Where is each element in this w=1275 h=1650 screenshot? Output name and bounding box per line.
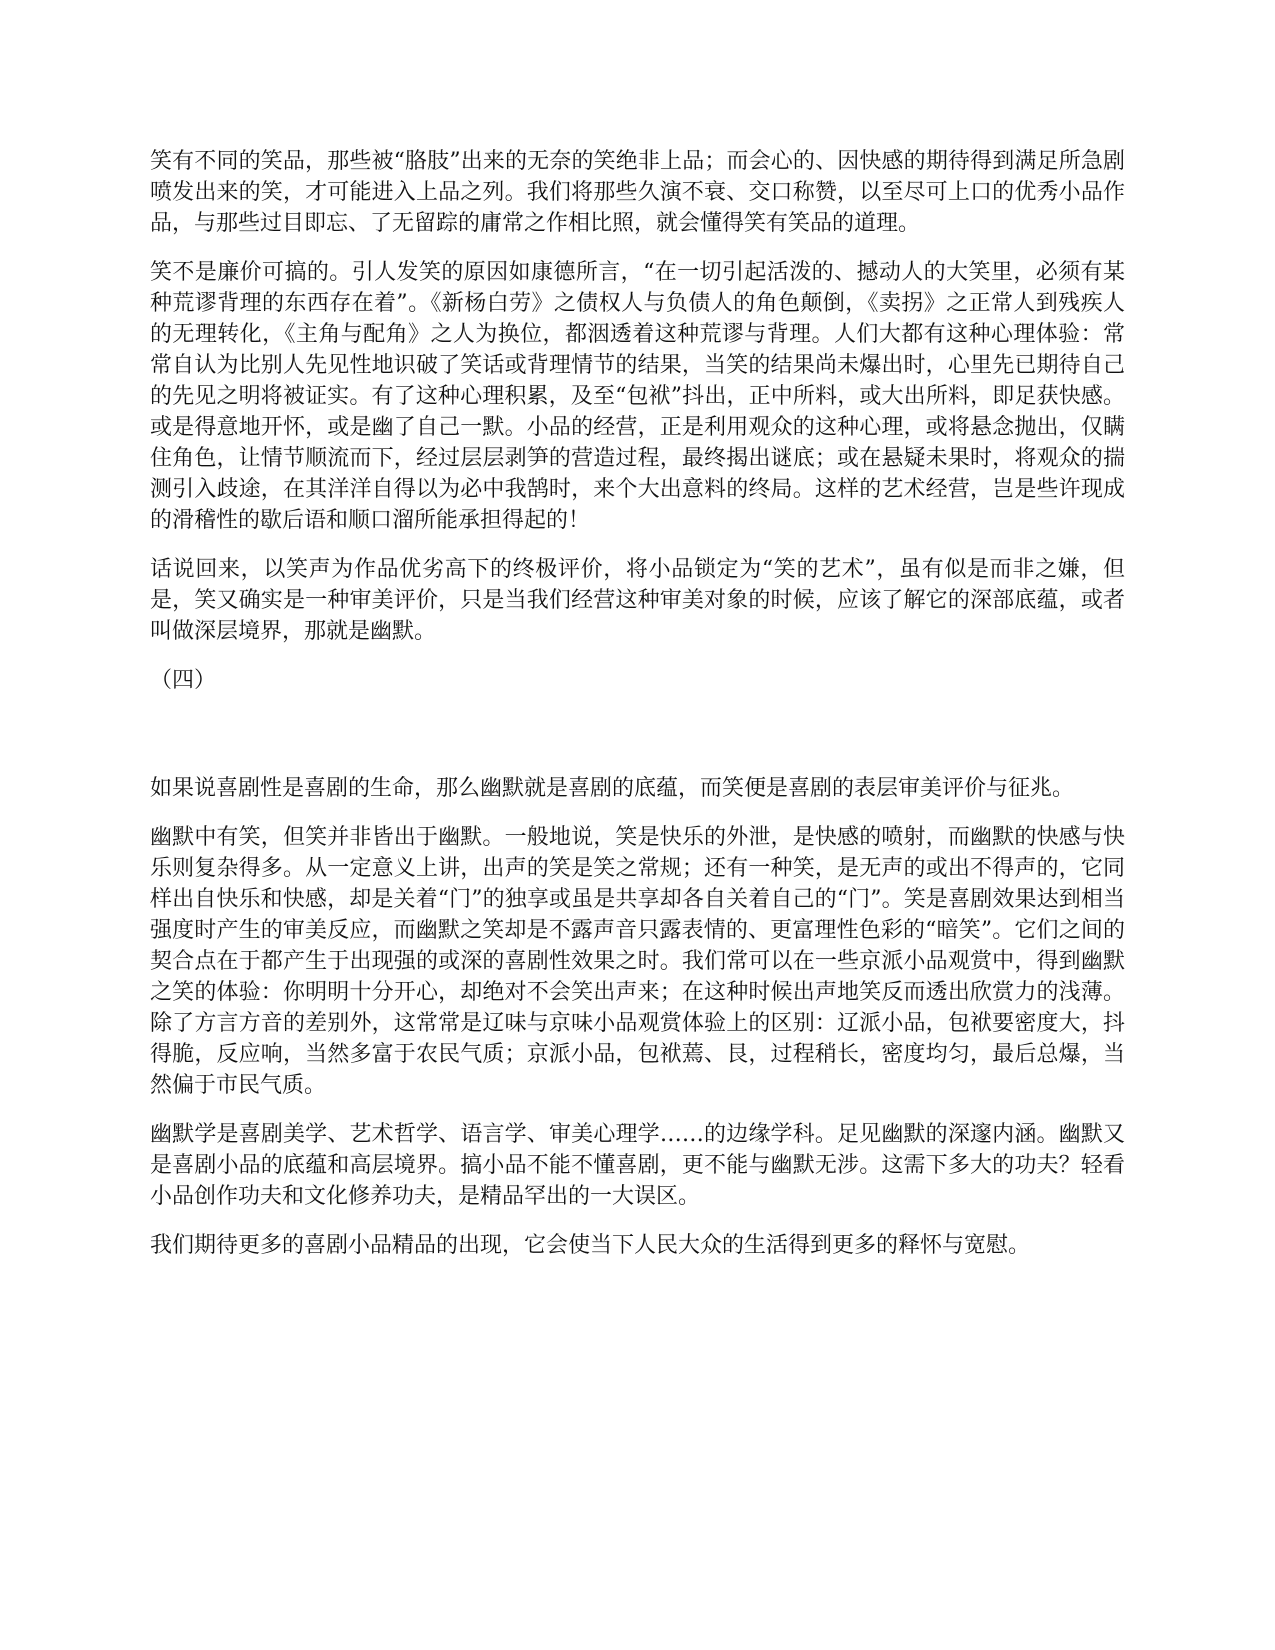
paragraph-closing: 我们期待更多的喜剧小品精品的出现，它会使当下人民大众的生活得到更多的释怀与宽慰。: [150, 1233, 1031, 1258]
paragraph-comedy-essence: 如果说喜剧性是喜剧的生命，那么幽默就是喜剧的底蕴，而笑便是喜剧的表层审美评价与征兆。: [150, 776, 1075, 801]
section-heading: （四）: [150, 668, 217, 693]
paragraph-humor-and-laugh: 幽默中有笑，但笑并非皆出于幽默。一般地说，笑是快乐的外泄，是快感的喷射，而幽默的快感与快乐则复杂得多。从一定意义上讲，出声的笑是笑之常规；还有一种笑，是无声的或出不得声的，它同样出自快乐和快感，却是关着“门”的独享或虽是共享却各自关着自己的“门”。笑是喜剧效果达到相当强度时产生的审美反应，而幽默之笑却是不露声音只露表情的、更富理性色彩的“暗笑”。它们之间的契合点在于都产生于出现强的或深的喜剧性效果之时。我们常可以在一些京派小品观赏中，得到幽默之笑的体验：你明明十分开心，却绝对不会笑出声来；在这种时候出声地笑反而透出欣赏力的浅薄。除了方言方音的差别外，这常常是辽味与京味小品观赏体验上的区别：辽派小品，包袱要密度大，抖得脆，反应响，当然多富于农民气质；京派小品，包袱蔫、艮，过程稍长，密度均匀，最后总爆，当然偏于市民气质。: [150, 825, 1125, 1098]
paragraph-laugh-grades: 笑有不同的笑品，那些被“胳肢”出来的无奈的笑绝非上品；而会心的、因快感的期待得到满足所急剧喷发出来的笑，才可能进入上品之列。我们将那些久演不衰、交口称赞，以至尽可上口的优秀小品作品，与那些过目即忘、了无留踪的庸常之作相比照，就会懂得笑有笑品的道理。: [150, 149, 1125, 236]
paragraph-laugh-not-cheap: 笑不是廉价可搞的。引人发笑的原因如康德所言，“在一切引起活泼的、撼动人的大笑里，必须有某种荒谬背理的东西存在着”。《新杨白劳》之债权人与负债人的角色颠倒，《卖拐》之正常人到残疾人的无理转化，《主角与配角》之人为换位，都洇透着这种荒谬与背理。人们大都有这种心理体验：常常自认为比别人先见性地识破了笑话或背理情节的结果，当笑的结果尚未爆出时，心里先已期待自己的先见之明将被证实。有了这种心理积累，及至“包袱”抖出，正中所料，或大出所料，即足获快感。或是得意地开怀，或是幽了自己一默。小品的经营，正是利用观众的这种心理，或将悬念抛出，仅瞒住角色，让情节顺流而下，经过层层剥笋的营造过程，最终揭出谜底；或在悬疑未果时，将观众的揣测引入歧途，在其洋洋自得以为必中我鹄时，来个大出意料的终局。这样的艺术经营，岂是些许现成的滑稽性的歇后语和顺口溜所能承担得起的！: [150, 260, 1125, 533]
document-body: [150, 146, 1125, 1279]
paragraph-humorology: 幽默学是喜剧美学、艺术哲学、语言学、审美心理学……的边缘学科。足见幽默的深邃内涵。幽默又是喜剧小品的底蕴和高层境界。搞小品不能不懂喜剧，更不能与幽默无涉。这需下多大的功夫？轻看小品创作功夫和文化修养功夫，是精品罕出的一大误区。: [150, 1122, 1125, 1209]
paragraph-back-to-topic: 话说回来，以笑声为作品优劣高下的终极评价，将小品锁定为“笑的艺术”，虽有似是而非之嫌，但是，笑又确实是一种审美评价，只是当我们经营这种审美对象的时候，应该了解它的深部底蕴，或者叫做深层境界，那就是幽默。: [150, 557, 1125, 644]
